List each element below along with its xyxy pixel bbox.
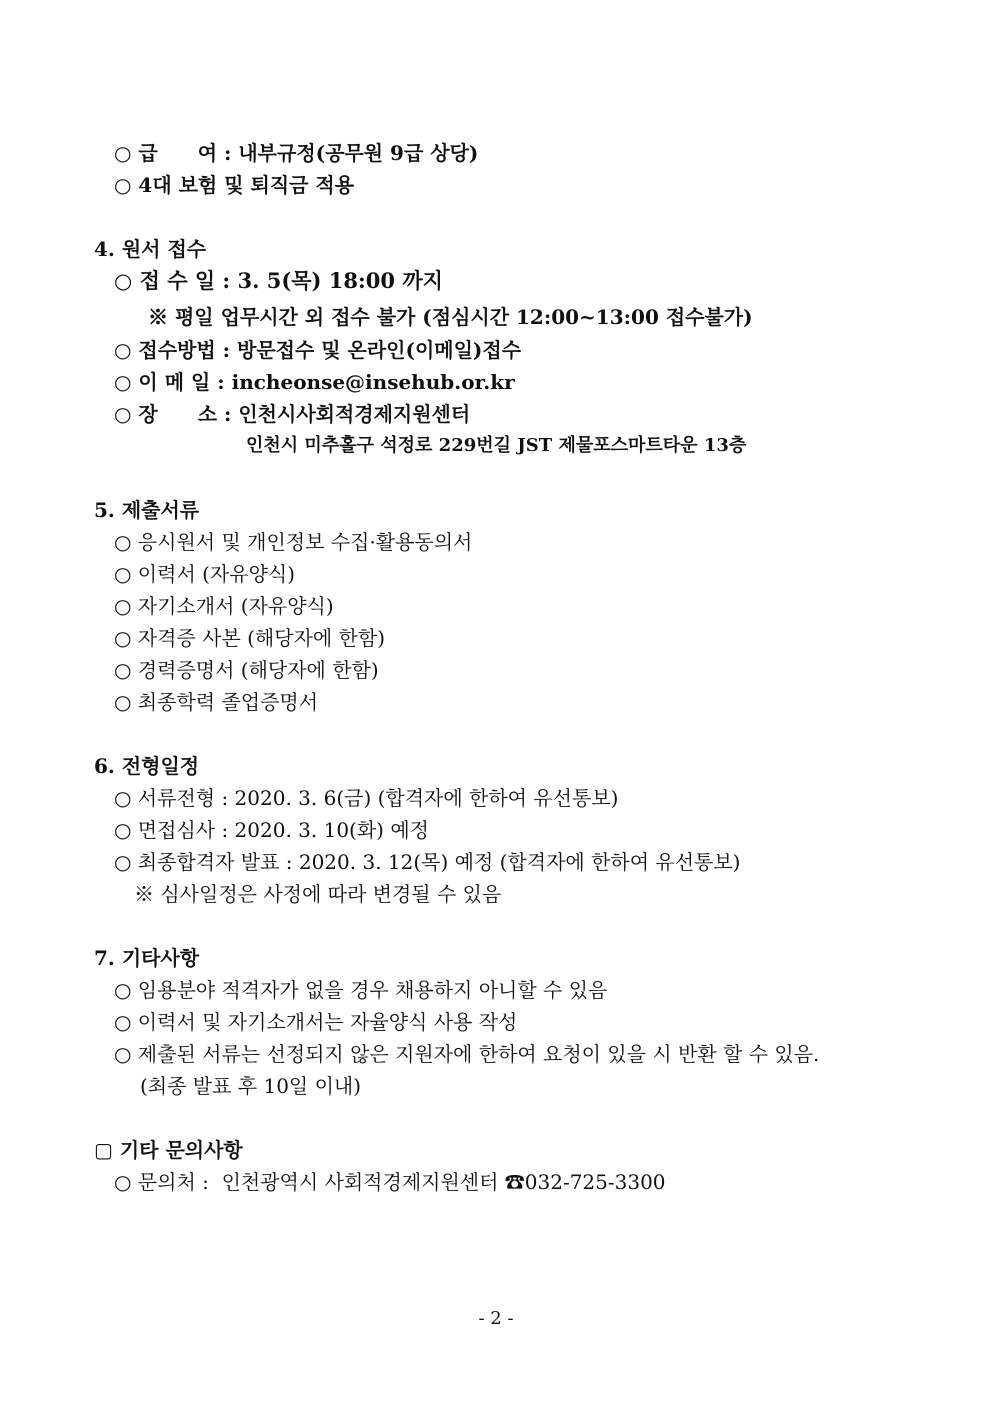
misc-item-continuation: (최종 발표 후 10일 이내): [140, 1074, 362, 1098]
schedule-note: ※ 심사일정은 사정에 따라 변경될 수 있음: [134, 882, 502, 906]
section-7-title: 7. 기타사항: [94, 946, 200, 970]
document-item: ○ 최종학력 졸업증명서: [114, 690, 319, 714]
schedule-item: ○ 서류전형 : 2020. 3. 6(금) (합격자에 한하여 유선통보): [114, 786, 619, 810]
address-line: 인천시 미추홀구 석정로 229번길 JST 제물포스마트타운 13층: [246, 435, 747, 456]
document-item: ○ 이력서 (자유양식): [114, 562, 296, 586]
document-item: ○ 경력증명서 (해당자에 한함): [114, 658, 379, 682]
email-line: ○ 이 메 일 : incheonse@insehub.or.kr: [114, 370, 515, 394]
section-5-title: 5. 제출서류: [94, 498, 200, 522]
deadline-note: ※ 평일 업무시간 외 접수 불가 (점심시간 12:00~13:00 접수불가): [148, 305, 753, 329]
insurance-line: ○ 4대 보험 및 퇴직금 적용: [114, 173, 355, 197]
salary-line: ○ 급 여 : 내부규정(공무원 9급 상당): [114, 141, 479, 165]
document-item: ○ 자격증 사본 (해당자에 한함): [114, 626, 386, 650]
section-4-title: 4. 원서 접수: [94, 237, 207, 261]
inquiry-title: ▢ 기타 문의사항: [94, 1138, 243, 1162]
deadline-line: ○ 접 수 일 : 3. 5(목) 18:00 까지: [114, 268, 443, 293]
inquiry-contact: ○ 문의처 : 인천광역시 사회적경제지원센터 ☎032-725-3300: [114, 1170, 666, 1194]
misc-item: ○ 이력서 및 자기소개서는 자율양식 사용 작성: [114, 1010, 518, 1034]
schedule-item: ○ 면접심사 : 2020. 3. 10(화) 예정: [114, 818, 429, 842]
section-6-title: 6. 전형일정: [94, 754, 200, 778]
document-item: ○ 응시원서 및 개인정보 수집·활용동의서: [114, 530, 473, 554]
schedule-item: ○ 최종합격자 발표 : 2020. 3. 12(목) 예정 (합격자에 한하여 유선통보): [114, 850, 741, 874]
place-line: ○ 장 소 : 인천시사회적경제지원센터: [114, 402, 471, 426]
method-line: ○ 접수방법 : 방문접수 및 온라인(이메일)접수: [114, 338, 522, 362]
misc-item: ○ 제출된 서류는 선정되지 않은 지원자에 한하여 요청이 있을 시 반환 할 수 있음.: [114, 1042, 820, 1066]
document-item: ○ 자기소개서 (자유양식): [114, 594, 334, 618]
page-number: - 2 -: [478, 1308, 514, 1329]
misc-item: ○ 임용분야 적격자가 없을 경우 채용하지 아니할 수 있음: [114, 978, 608, 1002]
